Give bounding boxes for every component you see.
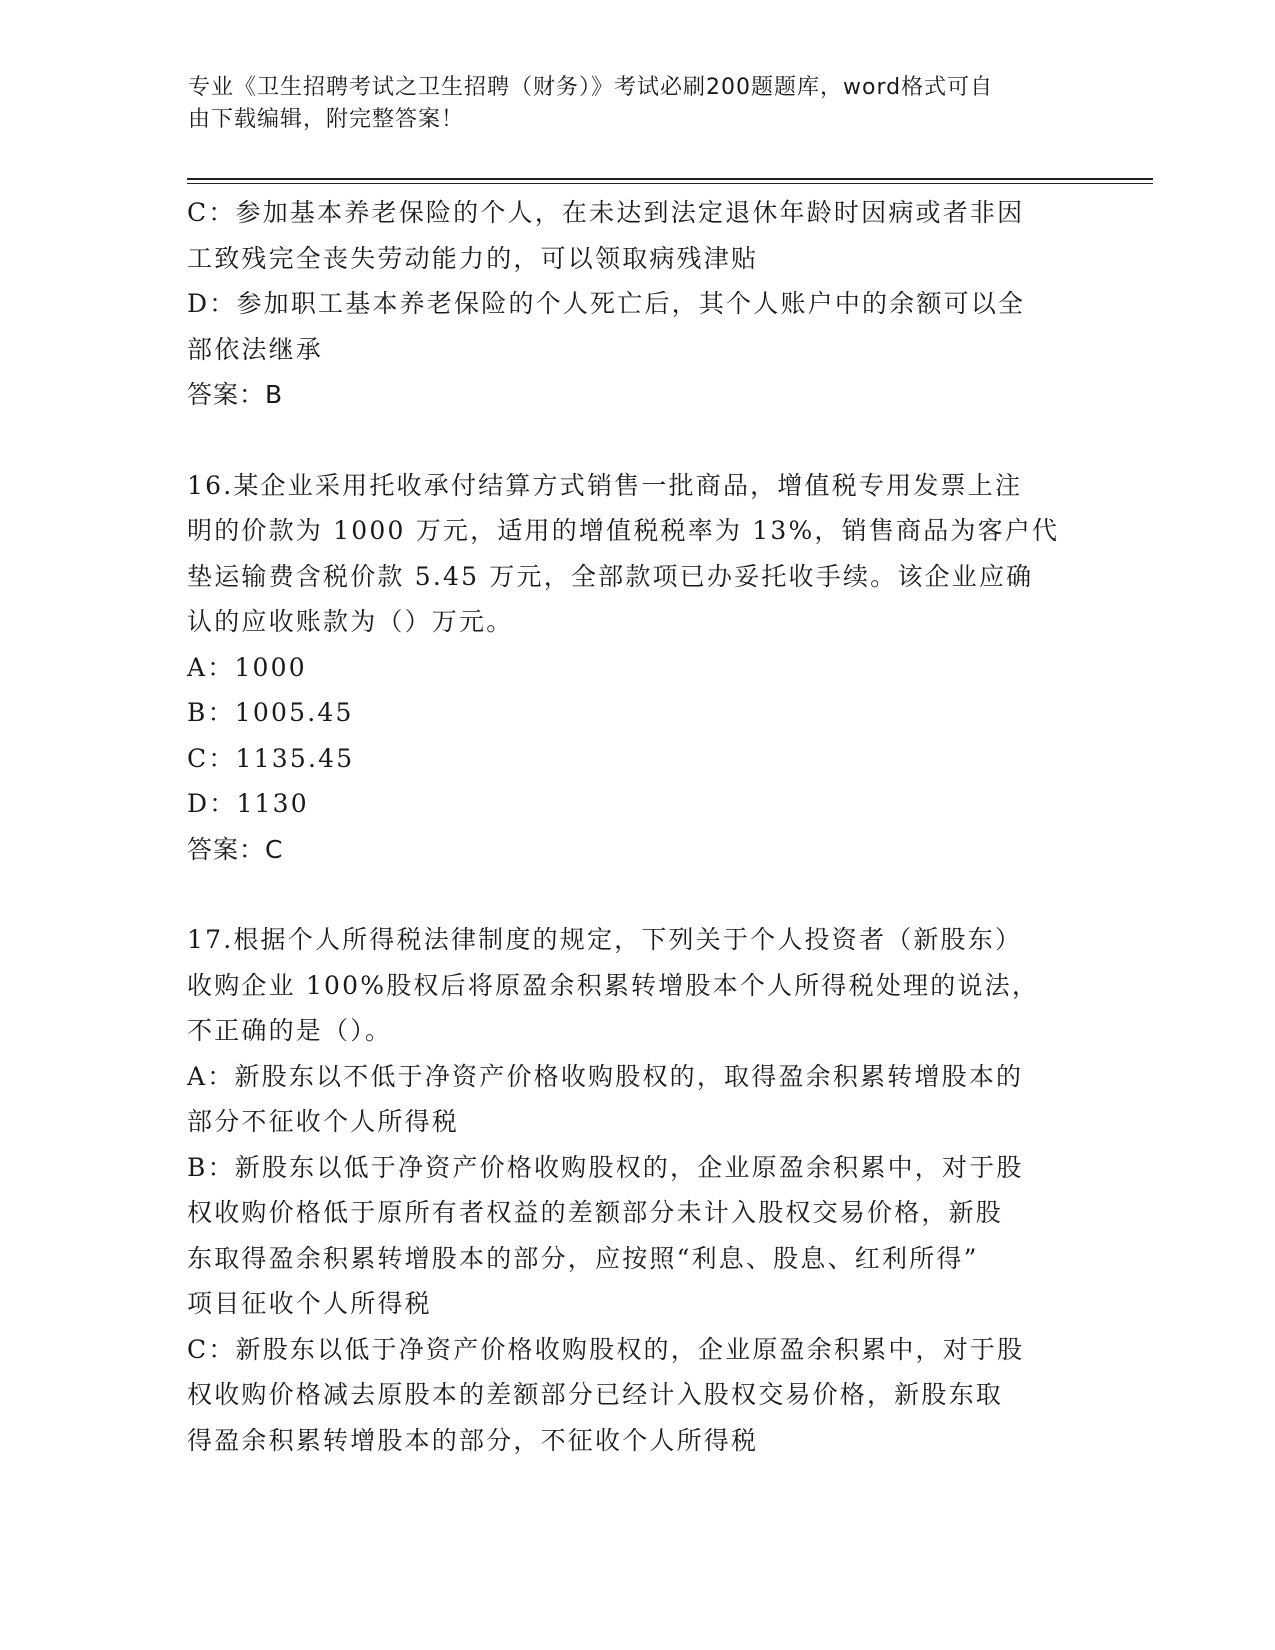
header-divider-thick xyxy=(187,178,1153,180)
question-spacer xyxy=(187,418,1087,463)
question-stem-line: 垫运输费含税价款 5.45 万元，全部款项已办妥托收手续。该企业应确 xyxy=(187,561,1034,591)
option-c: C：1135.45 xyxy=(187,743,355,773)
option-b-line: B：新股东以低于净资产价格收购股权的，企业原盈余积累中，对于股 xyxy=(187,1152,1024,1182)
option-b-line: 项目征收个人所得税 xyxy=(187,1289,432,1318)
option-a-line: 部分不征收个人所得税 xyxy=(187,1107,460,1136)
answer-line: 答案：B xyxy=(187,380,284,409)
question-spacer xyxy=(187,872,1087,917)
option-c-line: C：参加基本养老保险的个人，在未达到法定退休年龄时因病或者非因 xyxy=(187,198,1025,227)
question-17 xyxy=(187,917,1087,1463)
question-stem-line: 17.根据个人所得税法律制度的规定，下列关于个人投资者（新股东） xyxy=(187,925,1023,954)
question-stem-line: 收购企业 100%股权后将原盈余积累转增股本个人所得税处理的说法， xyxy=(187,970,1040,1000)
question-stem-line: 不正确的是（）。 xyxy=(187,1016,393,1045)
option-d-line: 部依法继承 xyxy=(187,334,324,364)
option-d-line: D：参加职工基本养老保险的个人死亡后，其个人账户中的余额可以全 xyxy=(187,289,1026,318)
header-divider-thin xyxy=(187,183,1153,184)
question-16 xyxy=(187,463,1087,873)
option-b-line: 权收购价格低于原所有者权益的差额部分未计入股权交易价格，新股 xyxy=(187,1198,1004,1227)
option-c-line: C：新股东以低于净资产价格收购股权的，企业原盈余积累中，对于股 xyxy=(187,1334,1025,1364)
option-b: B：1005.45 xyxy=(187,698,354,727)
header-title-line-1: 专业《卫生招聘考试之卫生招聘（财务）》考试必刷200题题库，word格式可自 xyxy=(188,75,994,100)
question-stem-line: 认的应收账款为（）万元。 xyxy=(187,607,514,636)
question-stem-line: 16.某企业采用托收承付结算方式销售一批商品，增值税专用发票上注 xyxy=(187,470,1023,500)
option-d: D：1130 xyxy=(187,789,309,818)
option-c-line: 工致残完全丧失劳动能力的，可以领取病残津贴 xyxy=(187,243,759,273)
question-15-tail xyxy=(187,190,1087,418)
option-a: A：1000 xyxy=(187,652,307,682)
option-c-line: 得盈余积累转增股本的部分，不征收个人所得税 xyxy=(187,1425,759,1455)
option-b-line: 东取得盈余积累转增股本的部分，应按照“利息、股息、红利所得” xyxy=(187,1243,979,1273)
option-c-line: 权收购价格减去原股本的差额部分已经计入股权交易价格，新股东取 xyxy=(187,1380,1004,1409)
question-stem-line: 明的价款为 1000 万元，适用的增值税税率为 13%，销售商品为客户代 xyxy=(187,516,1060,545)
option-a-line: A：新股东以不低于净资产价格收购股权的，取得盈余积累转增股本的 xyxy=(187,1061,1024,1091)
question-content xyxy=(187,190,1087,1463)
header-title-line-2: 由下载编辑，附完整答案！ xyxy=(188,107,465,132)
answer-line: 答案：C xyxy=(187,834,284,864)
page-header xyxy=(188,72,1068,136)
